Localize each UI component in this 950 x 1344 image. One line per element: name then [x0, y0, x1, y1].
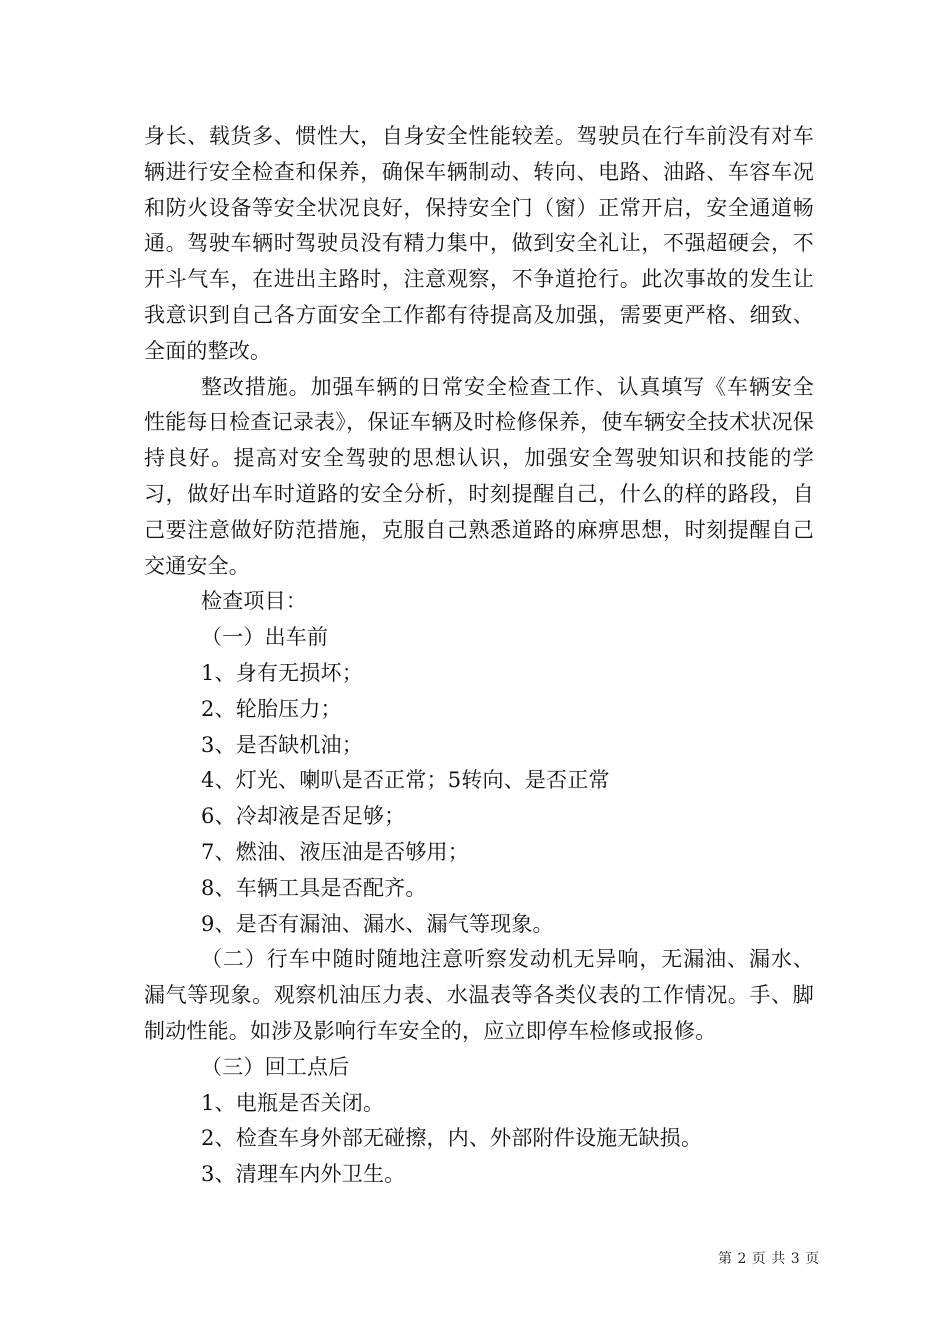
paragraph-accident-analysis: 身长、载货多、惯性大，自身安全性能较差。驾驶员在行车前没有对车辆进行安全检查和保养，确保车辆制动、转向、电路、油路、车容车况和防火设备等安全状况良好，保持安全门（窗）正常开启，安全通道畅通。驾驶车辆时驾驶员没有精力集中，做到安全礼让，不强超硬会，不开斗气车，在进出主路时，注意观察，不争道抢行。此次事故的发生让我意识到自己各方面安全工作都有待提高及加强，需要更严格、细致、全面的整改。: [144, 124, 814, 363]
list-item: 9、是否有漏油、漏水、漏气等现象。: [201, 911, 554, 936]
paragraph-while-driving: （二）行车中随时随地注意听察发动机无异响，无漏油、漏水、漏气等现象。观察机油压力表、水温表等各类仪表的工作情况。手、脚制动性能。如涉及影响行车安全的，应立即停车检修或报修。: [144, 947, 814, 1043]
list-item: 1、电瓶是否关闭。: [201, 1090, 385, 1115]
document-body: [144, 119, 814, 1193]
subheading-after-return: （三）回工点后: [201, 1054, 350, 1079]
list-item: 8、车辆工具是否配齐。: [201, 875, 427, 900]
list-item: 2、检查车身外部无碰擦，内、外部附件设施无缺损。: [201, 1126, 703, 1151]
paragraph-rectification-measures: 整改措施。加强车辆的日常安全检查工作、认真填写《车辆安全性能每日检查记录表》，保证车辆及时检修保养，使车辆安全技术状况保持良好。提高对安全驾驶的思想认识，加强安全驾驶知识和技能的学习，做好出车时道路的安全分析，时刻提醒自己，什么的样的路段，自己要注意做好防范措施，克服自己熟悉道路的麻痹思想，时刻提醒自己交通安全。: [144, 374, 814, 578]
heading-inspection-items: 检查项目：: [201, 589, 307, 614]
list-item: 6、冷却液是否足够；: [201, 804, 406, 829]
subheading-before-departure: （一）出车前: [201, 625, 329, 650]
list-item: 2、轮胎压力；: [201, 696, 342, 721]
list-item: 3、是否缺机油；: [201, 732, 363, 757]
list-item: 1、身有无损坏；: [201, 660, 363, 685]
list-item: 4、灯光、喇叭是否正常；5转向、是否正常: [201, 768, 610, 793]
list-item: 7、燃油、液压油是否够用；: [201, 839, 469, 864]
page-number-footer: 第 2 页 共 3 页: [718, 1251, 820, 1267]
list-item: 3、清理车内外卫生。: [201, 1162, 406, 1187]
